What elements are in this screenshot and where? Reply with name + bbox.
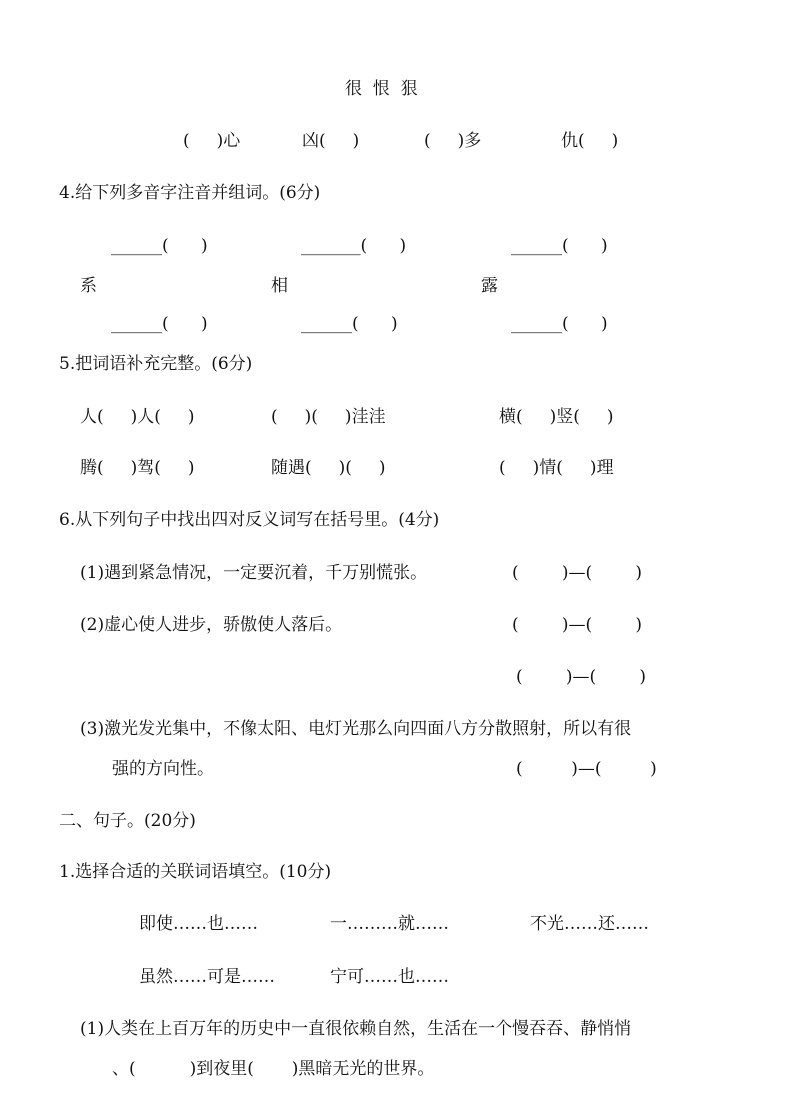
- option-ningke: 宁可……也……: [330, 967, 449, 987]
- q5-row2-item1[interactable]: 腾( )驾( ): [80, 458, 195, 478]
- q6-item3-pair[interactable]: ( )—( ): [516, 759, 657, 779]
- q5-heading: 5.把词语补充完整。(6分): [59, 354, 253, 374]
- s2-item1-line1: (1)人类在上百万年的历史中一直很依赖自然，生活在一个慢吞吞、静悄悄: [80, 1019, 632, 1039]
- blank-xin[interactable]: ( )心: [183, 131, 241, 151]
- q4-blank-top-2[interactable]: _______( ): [301, 236, 407, 256]
- q4-blank-bottom-1[interactable]: ______( ): [111, 314, 208, 334]
- q4-heading: 4.给下列多音字注音并组词。(6分): [59, 183, 321, 203]
- q6-heading: 6.从下列句子中找出四对反义词写在括号里。(4分): [59, 510, 440, 530]
- q6-item2-pair[interactable]: ( )—( ): [512, 615, 642, 635]
- q5-row1-item1[interactable]: 人( )人( ): [80, 407, 195, 427]
- q6-item2-text: (2)虚心使人进步，骄傲使人落后。: [80, 615, 343, 635]
- blank-xiong[interactable]: 凶( ): [302, 131, 360, 151]
- q4-blank-bottom-2[interactable]: ______( ): [301, 314, 398, 334]
- q5-row1-item2[interactable]: ( )( )洼洼: [271, 407, 386, 427]
- q6-item1-pair[interactable]: ( )—( ): [512, 563, 642, 583]
- option-yi-jiu: 一………就……: [330, 914, 449, 934]
- q6-item1-text: (1)遇到紧急情况，一定要沉着，千万别慌张。: [80, 563, 428, 583]
- s2-item1-line2[interactable]: 、( )到夜里( )黑暗无光的世界。: [112, 1059, 435, 1079]
- option-buguang: 不光……还……: [530, 914, 649, 934]
- q4-char-lu: 露: [481, 276, 498, 296]
- s2-q1-heading: 1.选择合适的关联词语填空。(10分): [59, 862, 332, 882]
- q6-item3-cont: 强的方向性。: [112, 759, 214, 779]
- q4-blank-top-1[interactable]: ______( ): [111, 236, 208, 256]
- q4-char-xi: 系: [80, 276, 97, 296]
- word-group-title: 很 恨 狠: [345, 79, 418, 99]
- q4-blank-top-3[interactable]: ______( ): [511, 236, 608, 256]
- blank-chou[interactable]: 仇( ): [561, 131, 619, 151]
- q4-blank-bottom-3[interactable]: ______( ): [511, 314, 608, 334]
- q6-item2b-pair[interactable]: ( )—( ): [516, 667, 646, 687]
- q4-char-xiang: 相: [271, 276, 288, 296]
- q5-row1-item3[interactable]: 横( )竖( ): [499, 407, 614, 427]
- q5-row2-item3[interactable]: ( )情( )理: [499, 458, 614, 478]
- q6-item3-text: (3)激光发光集中，不像太阳、电灯光那么向四面八方分散照射，所以有很: [80, 719, 632, 739]
- blank-duo[interactable]: ( )多: [424, 131, 482, 151]
- section2-heading: 二、句子。(20分): [59, 811, 196, 831]
- option-suiran: 虽然……可是……: [139, 967, 275, 987]
- q5-row2-item2[interactable]: 随遇( )( ): [271, 458, 386, 478]
- option-jishi: 即使……也……: [139, 914, 258, 934]
